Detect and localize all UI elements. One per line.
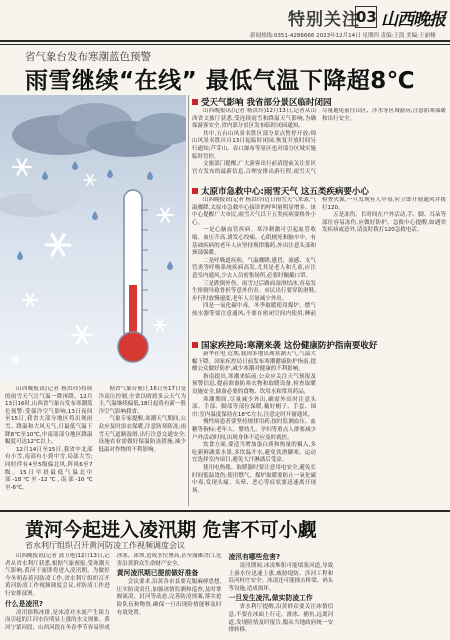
sub-article-title-text: 国家疾控局:寒潮来袭 这份健康防护指南要收好 (201, 341, 378, 351)
sub-article-body (192, 351, 446, 506)
sub-article-title (192, 185, 446, 197)
header-rule-thin (0, 44, 450, 45)
bottom-story-subtitle: 省水利厅组织召开黄河防凌工作视频调度会议 (25, 541, 185, 550)
paragraph: 山西晚报讯(记者 杨洪玲)12月13日,记者从山西省文旅厅获悉,受连续雨雪和降温天气影响,为确保游客安全,省内部分景区发布临时闭园通知。 (192, 108, 316, 130)
story-headline: 雨雪继续“在线” 最低气温下降超8℃ (25, 68, 416, 94)
bottom-story-headline: 黄河今起进入凌汛期 危害不可小觑 (25, 519, 317, 541)
paragraph: 饮食方面,要适当增加蛋白质和热量的摄入,多吃新鲜蔬菜水果,多饮温开水,避免饮酒御寒。运动宜选择室内项目,避免大汗淋漓后受凉。 (192, 442, 316, 464)
paragraph: 使用电热毯、取暖器时要注意用电安全,避免长时间低温烫伤;使用燃气、煤炉取暖要防止一氧化碳中毒,发现头痛、头晕、恶心等症状要迅速离开现场。 (192, 464, 316, 494)
sub-article-body (192, 108, 446, 179)
column-divider (188, 95, 189, 506)
paragraph: 凌汛俗称冰排,是冰凌对水流产生阻力而引起的江河水位明显上涨的水文现象。黄河宁蒙河段、山西河段在冬春季节容易形成冰塞、冰坝,造成水位壅高,甚至漫滩决口,危害沿黄群众生命财产安全。 (5, 553, 222, 631)
header-rule (0, 40, 450, 42)
bullet-square (192, 188, 198, 194)
paragraph: 新华社电 近期,我国多地出现寒潮天气,气温大幅下降。国家疾控局日前发布寒潮健康防护指南,提醒公众做好防护,减少寒潮对健康的不利影响。 (192, 351, 316, 373)
paragraph: 省水利厅提醒,沿黄群众要关注冰情信息,不要在冰面上行走、滑冰、捕鱼,远离河道,发现险情及时报告,服从当地政府统一安排转移。 (228, 604, 334, 634)
paragraph: 五是冻伤。长时间在户外活动,手、脚、耳朵等部位容易冻伤,应做好防护。急救中心提醒,如遇突发疾病或意外,请及时拨打120急救电话。 (322, 212, 446, 234)
page-number: 03 (356, 8, 377, 26)
sub-article-title (192, 96, 446, 108)
paragraph: 二是呼吸道疾病。气温骤降,感冒、流感、支气管炎等呼吸系统疾病高发,尤其是老人和儿童,应注意室内通风,少去人员密集场所,必要时佩戴口罩。 (192, 257, 316, 279)
subhead: 什么是凌汛? (5, 599, 43, 608)
paragraph: 一是心脑血管疾病。寒冷刺激可引起血管收缩、血压升高,诱发心绞痛、心肌梗死和脑卒中。有基础疾病的老年人应坚持规律服药,外出注意头部和颈部保暖。 (192, 227, 316, 257)
subhead: 黄河凌汛期已提前做好准备 (116, 569, 199, 578)
bottom-story-body (5, 553, 445, 636)
paragraph: 寒潮期间,尽量减少外出,确需外出时注意头部、手部、脚部等部位保暖,戴好帽子、手套、围巾;室内温度保持在18℃左右,注意定时开窗通风。 (192, 396, 316, 418)
section-rule (0, 510, 450, 512)
newspaper-logo: 山西晚报 (381, 10, 445, 30)
subhead: 凌汛有哪些危害? (228, 553, 281, 561)
lead-story-body (5, 386, 186, 506)
sub-article-title-text: 太原市急救中心:雨雪天气 这五类疾病要小心 (201, 187, 369, 197)
weather-illustration-svg (0, 95, 186, 380)
paragraph: 文旅部门提醒,广大游客出行前请提前关注景区官方发布的最新信息,合理安排出游行程,雨雪天气尽量避免前往山区、涉水等区域游玩,注意防寒保暖和出行安全。 (192, 108, 446, 175)
sub-article-title-text: 受天气影响 我省部分景区临时闭园 (201, 98, 332, 108)
sub-article-body (192, 197, 446, 332)
paragraph: 三是跌倒外伤。雨雪过后路面湿滑结冰,容易发生摔倒导致骨折等意外伤害。市民出行要穿防滑鞋,步行时放慢速度,老年人尽量减少外出。 (192, 280, 316, 302)
section-title: 特别关注 (288, 10, 360, 30)
paragraph: 慢性病患者要坚持规律用药,按时监测血压、血糖等指标;老年人、婴幼儿、孕妇等重点人群要减少户外活动时间,出现身体不适应及时就医。 (192, 419, 316, 441)
paragraph: 其中,五台山风景名胜区部分景点暂停开放;绵山风景名胜区自13日起临时闭园,恢复开放时间另行通知;芦芽山、壶口瀑布等景区也对部分区域实施临时管控。 (192, 130, 316, 160)
paragraph: 四是一氧化碳中毒。冬季取暖使用煤炉、燃气热水器等要注意通风,不要在密闭空间内使用,睡前检查火源,一旦发现有人中毒,应立即开窗通风并拨打120。 (192, 197, 446, 317)
story-kicker: 省气象台发布寒潮蓝色预警 (25, 51, 151, 63)
subhead: 一旦发生凌汛,做实防凌工作 (228, 594, 313, 603)
paragraph: 12月14日至15日,我省中北部有小雪,南部有小到中雪,局部大雪;同时伴有4至5级偏北风,阵风6至7级。15日早晨最低气温北中部-18℃至-12℃,南部-10℃至-6℃。 (5, 446, 93, 491)
masthead-info: 新闻热线:0351-4286666 2023年12月14日 星期四 责编:王凯 美编:王丽栩 (250, 33, 436, 39)
paragraph: 气象专家提醒,寒潮天气期间,公众应及时添衣保暖,注意防寒防冻;雨雪天气道路湿滑,出行注意交通安全;设施农业需做好保温防冻措施,减少低温对作物的不利影响。 (98, 416, 186, 453)
weather-illustration (0, 95, 186, 380)
bullet-square (192, 342, 198, 348)
paragraph: 指南提出,寒潮来临前,公众应关注天气预报及预警信息,提前准备防寒衣物和取暖设备,检查取暖设施安全,储备必要的食物、饮用水和常用药品。 (192, 373, 316, 395)
sub-article-title (192, 339, 446, 351)
paragraph: 凌汛期间,冰凌堆积可能堵塞河道,导致上游水位迅速上涨,威胁堤防、涉河工程和沿河村庄安全。冰凌还可能撞击桥梁、码头等设施,造成损坏。 (228, 563, 334, 592)
paragraph: 山西晚报讯(记者 杨洪玲)持续的雨雪天气让气温一降再降。12月13日16时,山西省气象台发布寒潮蓝色预警:受强冷空气影响,13日夜间至15日,我省大部分地区将出现雨雪、降温和大风天气,日最低气温下降8℃至10℃,中南部部分地区降温幅度可达12℃以上。 (5, 386, 93, 446)
paragraph: 会议要求,沿黄各市县要克服麻痹思想,压实防凌责任,加强冰情监测和巡查,及时掌握流凌、封河等动态,完善防凌预案,落实抢险队伍和物资,确保一旦出现险情能够及时有效处置。 (116, 579, 222, 616)
paragraph: 山西晚报讯(记者 杨洪玲)近日雨雪天气来袭,气温骤降,太原市急救中心接诊的呼叫量明显增多。该中心提醒广大市民,雨雪天气以下五类疾病要格外小心。 (192, 197, 316, 226)
bullet-square (192, 99, 198, 105)
paragraph: 据省气象台预计,16日至17日受冷高压控制,全省以晴到多云天气为主,气温继续偏低,18日起将有新一股冷空气影响我省。 (98, 386, 186, 415)
paragraph: 山西晚报讯(记者 郭卫艳)12月13日,记者从省水利厅获悉,根据气象预报,受寒潮天气影响,黄河干流即将进入凌汛期。为做好今冬明春黄河防凌工作,省水利厅组织召开黄河防凌工作视频调度会议,对防凌工作进行安排部署。 (5, 553, 110, 597)
